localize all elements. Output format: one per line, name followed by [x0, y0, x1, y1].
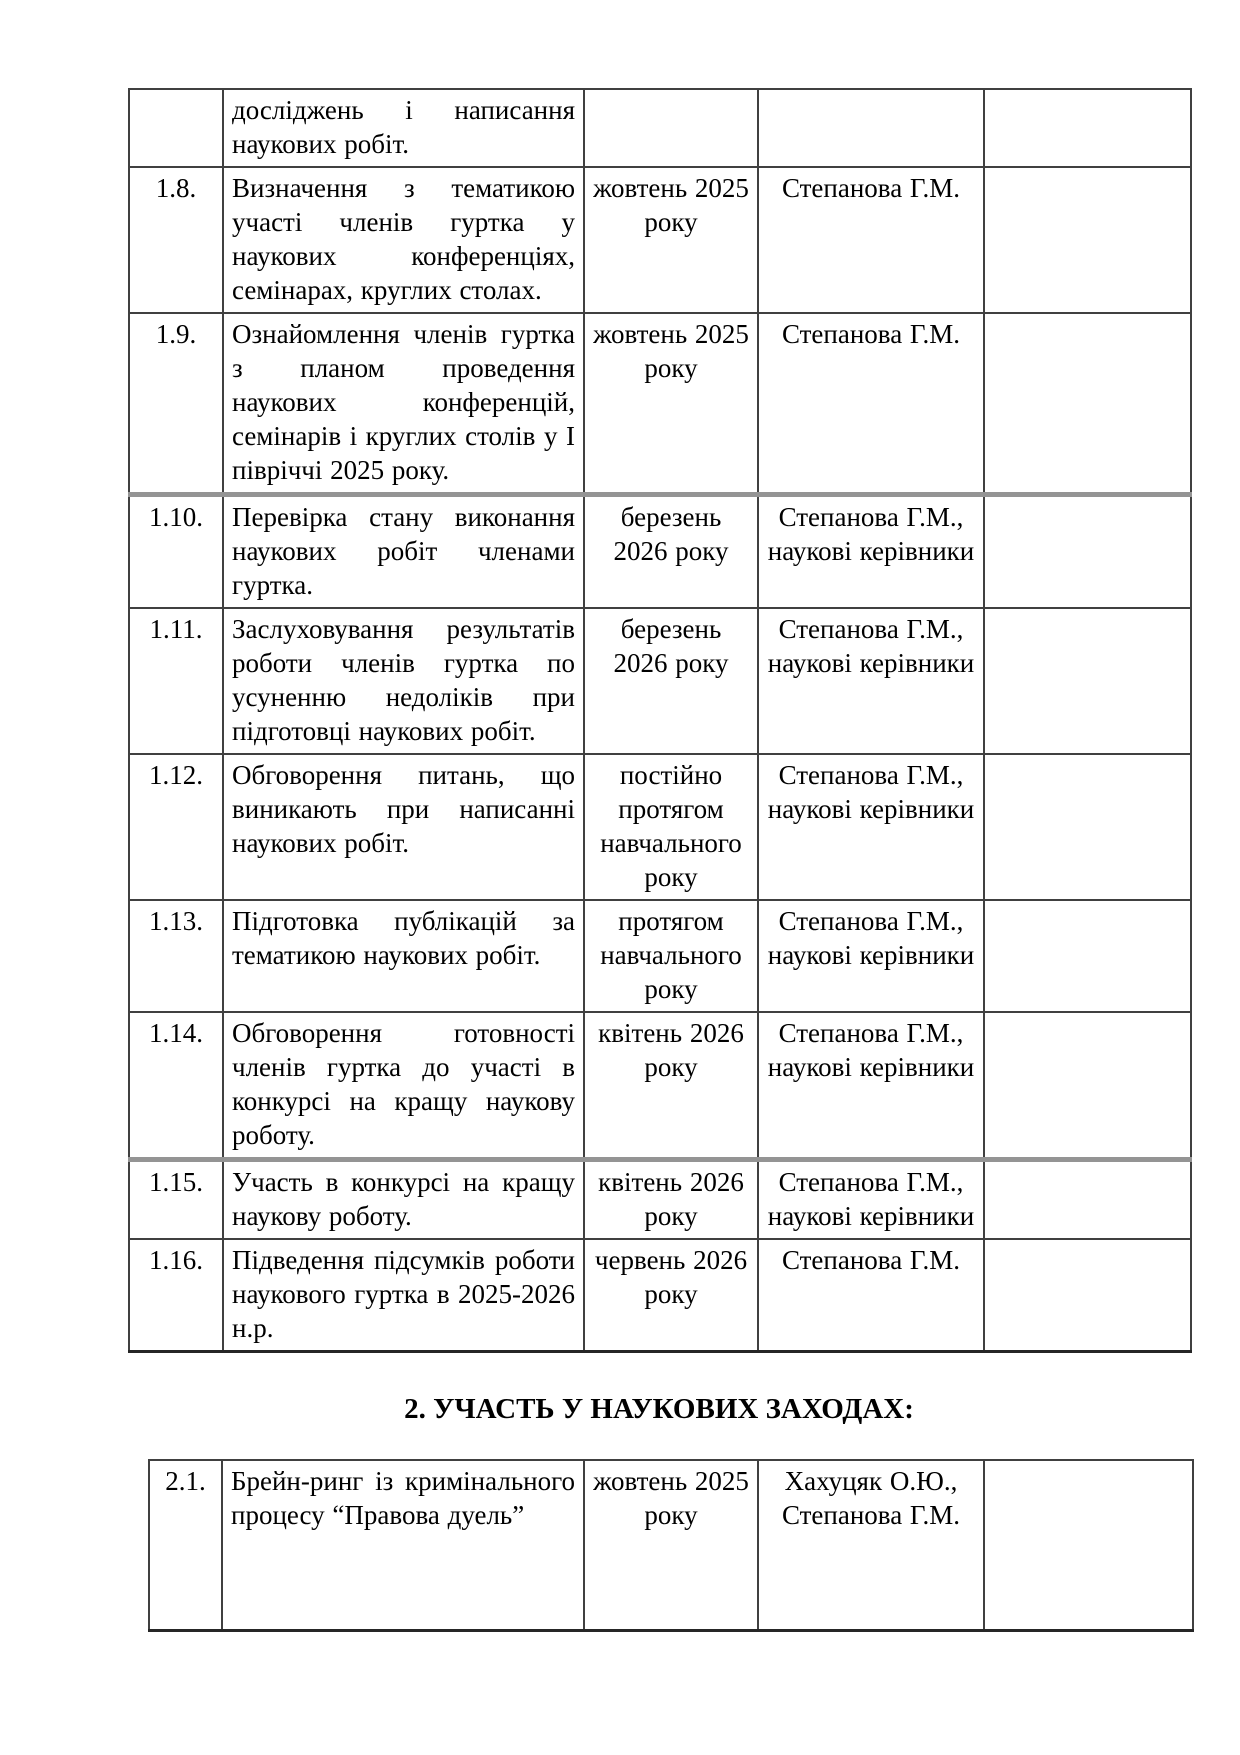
row-number-cell: 1.15.	[129, 1160, 223, 1240]
responsible-cell: Степанова Г.М.	[758, 313, 984, 495]
note-cell	[984, 167, 1191, 313]
events-table-section2	[148, 1459, 1194, 1632]
table-row	[129, 167, 1191, 313]
section-2-heading: 2. УЧАСТЬ У НАУКОВИХ ЗАХОДАХ:	[404, 1393, 914, 1425]
term-cell: червень 2026 року	[584, 1239, 758, 1352]
row-number-cell: 1.14.	[129, 1012, 223, 1160]
table-row	[129, 1239, 1191, 1352]
term-cell: протягом навчального року	[584, 900, 758, 1012]
term-cell: березень 2026 року	[584, 608, 758, 754]
activity-cell: Визначення з тематикою участі членів гуртка у наукових конференціях, семінарах, круглих столах.	[223, 167, 584, 313]
term-cell: квітень 2026 року	[584, 1012, 758, 1160]
term-cell: жовтень 2025 року	[584, 313, 758, 495]
note-cell	[984, 1239, 1191, 1352]
table-row	[129, 89, 1191, 167]
responsible-cell: Степанова Г.М., наукові керівники	[758, 754, 984, 900]
term-cell: березень 2026 року	[584, 495, 758, 609]
responsible-cell: Хахуцяк О.Ю., Степанова Г.М.	[758, 1460, 984, 1631]
responsible-cell	[758, 89, 984, 167]
table-row	[129, 313, 1191, 495]
row-number-cell: 2.1.	[149, 1460, 222, 1631]
responsible-cell: Степанова Г.М., наукові керівники	[758, 1012, 984, 1160]
table-row	[129, 1012, 1191, 1160]
note-cell	[984, 495, 1191, 609]
work-plan-table-section1	[128, 88, 1192, 1353]
responsible-cell: Степанова Г.М., наукові керівники	[758, 1160, 984, 1240]
responsible-cell: Степанова Г.М., наукові керівники	[758, 900, 984, 1012]
note-cell	[984, 1012, 1191, 1160]
note-cell	[984, 1460, 1193, 1631]
note-cell	[984, 608, 1191, 754]
responsible-cell: Степанова Г.М., наукові керівники	[758, 495, 984, 609]
row-number-cell	[129, 89, 223, 167]
table-row	[129, 900, 1191, 1012]
row-number-cell: 1.10.	[129, 495, 223, 609]
activity-cell: Підготовка публікацій за тематикою наукових робіт.	[223, 900, 584, 1012]
term-cell	[584, 89, 758, 167]
row-number-cell: 1.11.	[129, 608, 223, 754]
activity-cell: Перевірка стану виконання наукових робіт членами гуртка.	[223, 495, 584, 609]
responsible-cell: Степанова Г.М.	[758, 167, 984, 313]
row-number-cell: 1.9.	[129, 313, 223, 495]
table-row	[129, 608, 1191, 754]
term-cell: постійно протягом навчального року	[584, 754, 758, 900]
table-row	[129, 495, 1191, 609]
term-cell: жовтень 2025 року	[584, 1460, 758, 1631]
row-number-cell: 1.8.	[129, 167, 223, 313]
activity-cell: досліджень і написання наукових робіт.	[223, 89, 584, 167]
row-number-cell: 1.12.	[129, 754, 223, 900]
responsible-cell: Степанова Г.М., наукові керівники	[758, 608, 984, 754]
responsible-cell: Степанова Г.М.	[758, 1239, 984, 1352]
activity-cell: Участь в конкурсі на кращу наукову роботу.	[223, 1160, 584, 1240]
activity-cell: Заслуховування результатів роботи членів гуртка по усуненню недоліків при підготовці наукових робіт.	[223, 608, 584, 754]
note-cell	[984, 900, 1191, 1012]
term-cell: квітень 2026 року	[584, 1160, 758, 1240]
activity-cell: Обговорення готовності членів гуртка до участі в конкурсі на кращу наукову роботу.	[223, 1012, 584, 1160]
term-cell: жовтень 2025 року	[584, 167, 758, 313]
activity-cell: Обговорення питань, що виникають при написанні наукових робіт.	[223, 754, 584, 900]
activity-cell: Ознайомлення членів гуртка з планом проведення наукових конференцій, семінарів і круглих столів у І півріччі 2025 року.	[223, 313, 584, 495]
table-row	[129, 754, 1191, 900]
table-row	[149, 1460, 1193, 1631]
table-row	[129, 1160, 1191, 1240]
activity-cell: Підведення підсумків роботи наукового гуртка в 2025-2026 н.р.	[223, 1239, 584, 1352]
note-cell	[984, 313, 1191, 495]
note-cell	[984, 754, 1191, 900]
activity-cell: Брейн-ринг із кримінального процесу “Правова дуель”	[222, 1460, 584, 1631]
row-number-cell: 1.16.	[129, 1239, 223, 1352]
note-cell	[984, 89, 1191, 167]
row-number-cell: 1.13.	[129, 900, 223, 1012]
note-cell	[984, 1160, 1191, 1240]
